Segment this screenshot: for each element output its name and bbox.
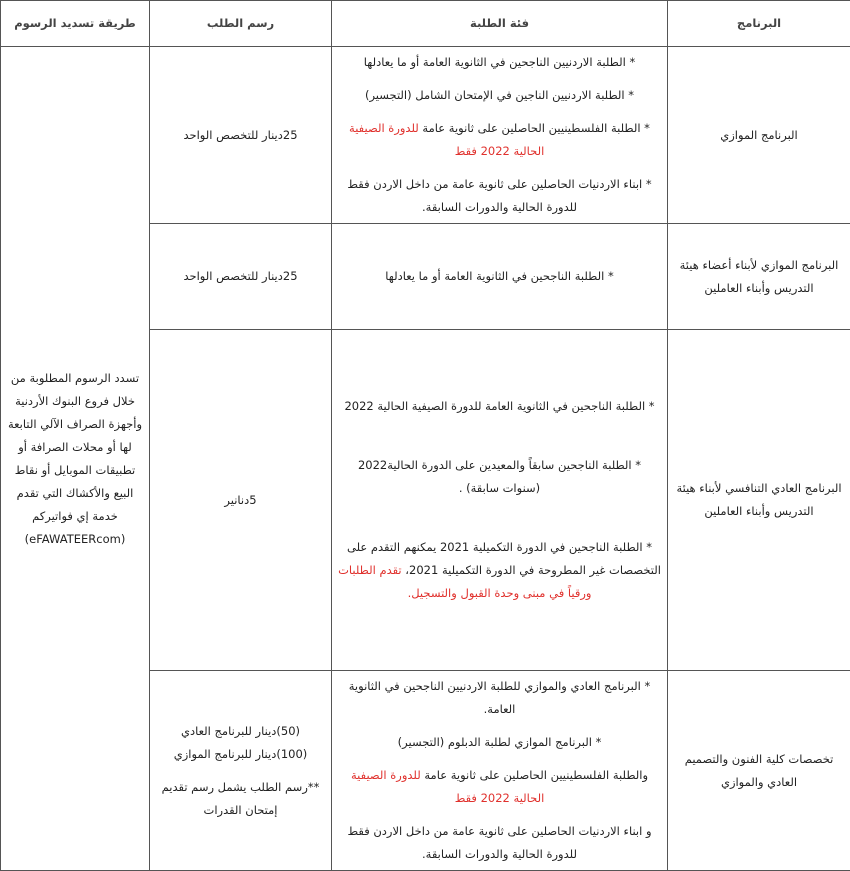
program-cell: تخصصات كلية الفنون والتصميم العادي والموازي xyxy=(668,671,850,871)
category-item: * الطلبة الاردنيين الناجين في الإمتحان الشامل (التجسير) xyxy=(338,84,661,107)
category-cell xyxy=(332,671,668,871)
header-category: فئة الطلبة xyxy=(332,1,668,47)
highlight-text: للدورة الصيفية الحالية 2022 فقط xyxy=(349,121,544,158)
fee-cell: 5دنانير xyxy=(150,330,332,671)
category-text: * الطلبة الناجحين في الدورة التكميلية 2021 يمكنهم التقدم على التخصصات غير المطروحة في الدورة التكميلية 2021، xyxy=(347,540,661,577)
category-text: * الطلبة الفلسطينيين الحاصلين على ثانوية عامة xyxy=(419,121,650,135)
category-item: * الطلبة الناجحين سابقاً والمعيدين على الدورة الحالية2022 (سنوات سابقة) . xyxy=(338,454,661,500)
category-item xyxy=(338,764,661,810)
category-item: * ابناء الاردنيات الحاصلين على ثانوية عامة من داخل الاردن فقط للدورة الحالية والدورات السابقة. xyxy=(338,173,661,219)
program-cell: البرنامج الموازي xyxy=(668,47,850,224)
payment-method-cell: تسدد الرسوم المطلوبة من خلال فروع البنوك الأردنية وأجهزة الصراف الآلي التابعة لها أو محلات الصرافة أو تطبيقات الموبايل أو نقاط البيع والأكشاك التي تقدم خدمة إي فواتيركم (eFAWATEERcom) xyxy=(1,47,150,871)
category-item xyxy=(338,536,661,605)
fee-parallel: (100)دينار للبرنامج الموازي xyxy=(156,743,325,766)
category-cell xyxy=(332,330,668,671)
category-text: والطلبة الفلسطينيين الحاصلين على ثانوية عامة xyxy=(421,768,648,782)
header-row xyxy=(1,1,850,47)
category-item xyxy=(338,117,661,163)
fee-cell xyxy=(150,671,332,871)
fee-cell: 25دينار للتخصص الواحد xyxy=(150,47,332,224)
table-row xyxy=(1,47,850,224)
category-item: و ابناء الاردنيات الحاصلين على ثانوية عامة من داخل الاردن فقط للدورة الحالية والدورات السابقة. xyxy=(338,820,661,866)
header-payment: طريقة تسديد الرسوم xyxy=(1,1,150,47)
header-program: البرنامج xyxy=(668,1,850,47)
category-cell xyxy=(332,47,668,224)
category-item: * الطلبة الاردنيين الناجحين في الثانوية العامة أو ما يعادلها xyxy=(338,51,661,74)
category-item: * الطلبة الناجحين في الثانوية العامة للدورة الصيفية الحالية 2022 xyxy=(338,395,661,418)
fee-note: **رسم الطلب يشمل رسم تقديم إمتحان القدرات xyxy=(156,776,325,822)
category-item: * الطلبة الناجحين في الثانوية العامة أو ما يعادلها xyxy=(338,265,661,288)
highlight-text: للدورة الصيفية الحالية 2022 فقط xyxy=(351,768,544,805)
header-fee: رسم الطلب xyxy=(150,1,332,47)
program-cell: البرنامج الموازي لأبناء أعضاء هيئة التدريس وأبناء العاملين xyxy=(668,224,850,330)
fee-cell: 25دينار للتخصص الواحد xyxy=(150,224,332,330)
category-item: * البرنامج العادي والموازي للطلبة الاردنيين الناجحين في الثانوية العامة. xyxy=(338,675,661,721)
fee-regular: (50)دينار للبرنامج العادي xyxy=(156,720,325,743)
category-cell xyxy=(332,224,668,330)
highlight-text: تقدم الطلبات ورقياً في مبنى وحدة القبول والتسجيل. xyxy=(338,563,591,600)
category-item: * البرنامج الموازي لطلبة الدبلوم (التجسير) xyxy=(338,731,661,754)
program-cell: البرنامج العادي التنافسي لأبناء هيئة التدريس وأبناء العاملين xyxy=(668,330,850,671)
